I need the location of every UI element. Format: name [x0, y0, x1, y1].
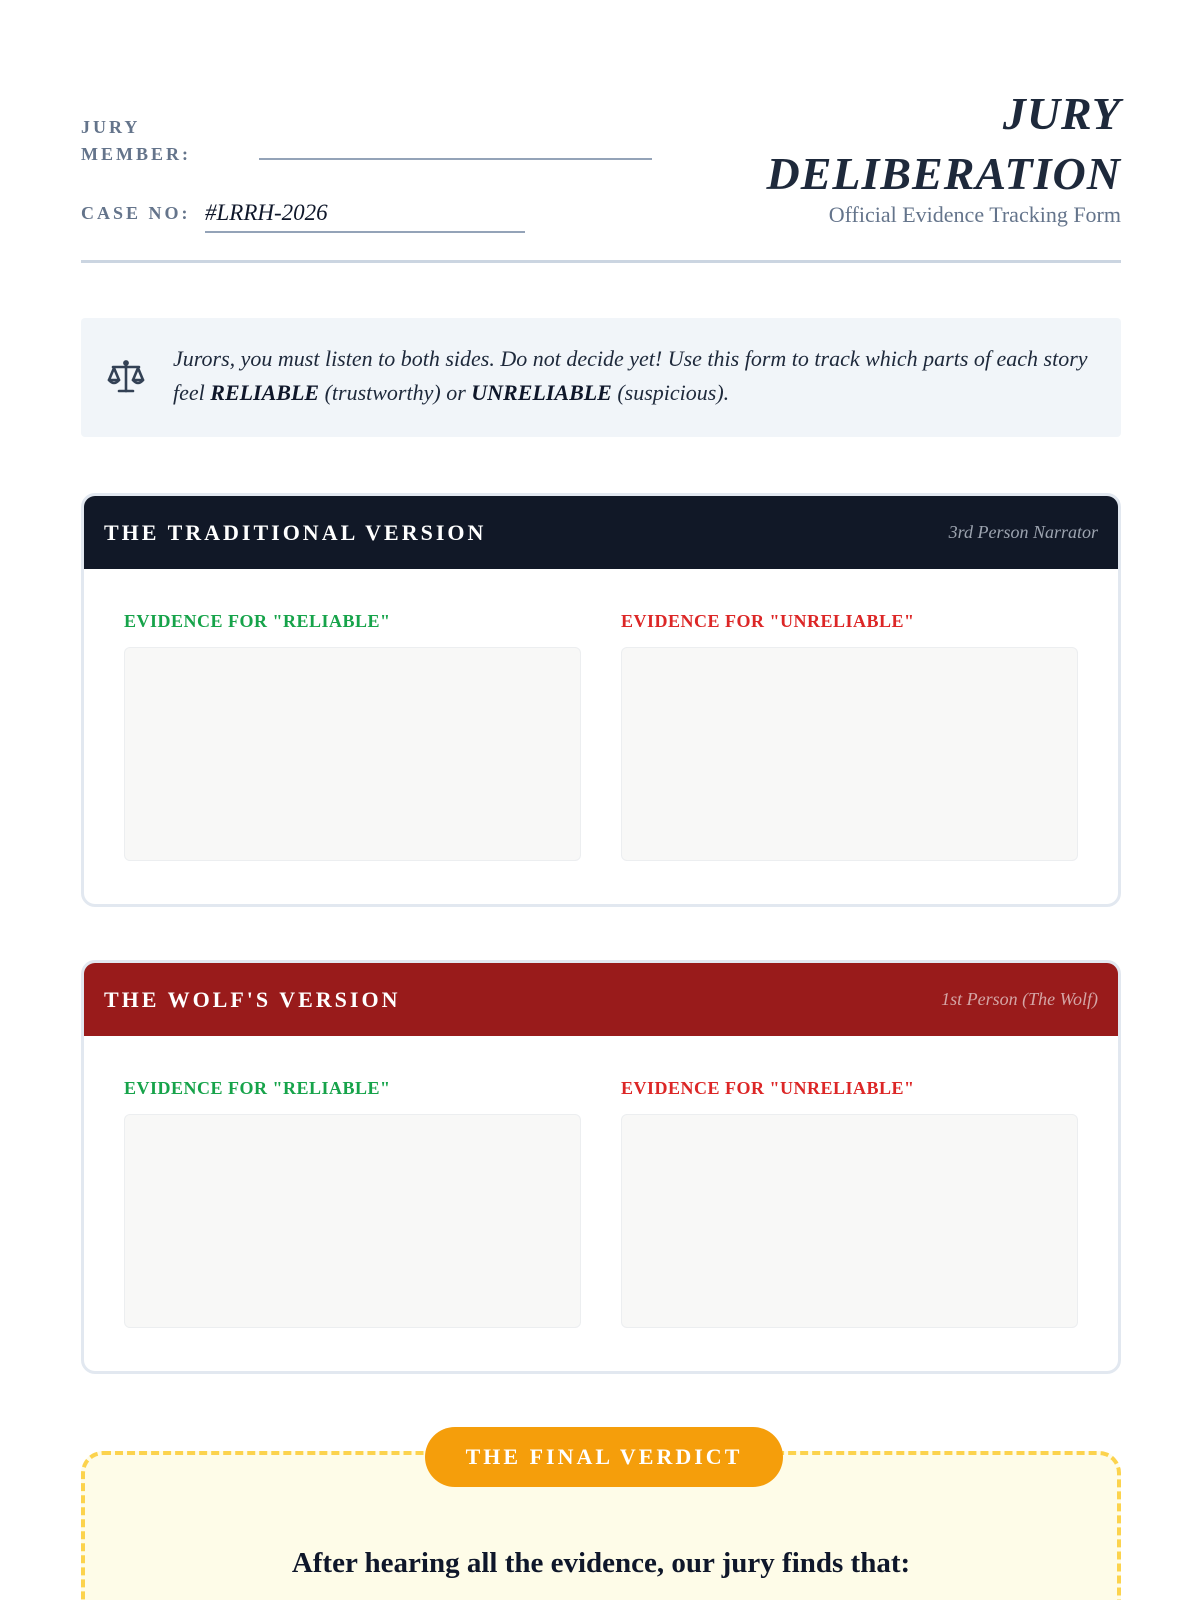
instructions-text — [173, 342, 1093, 410]
traditional-version-narrator: 3rd Person Narrator — [948, 522, 1098, 542]
instructions-text-part: Jurors, you must listen to both sides. Do not decide yet! Use this form to track which parts of each story feel — [173, 346, 1088, 405]
unreliable-evidence-label: EVIDENCE FOR "UNRELIABLE" — [621, 611, 915, 631]
wolf-reliable-evidence-box[interactable] — [124, 1114, 581, 1328]
traditional-reliable-evidence-box[interactable] — [124, 647, 581, 861]
page-title — [766, 84, 1121, 204]
wolf-version-body — [84, 1036, 1118, 1371]
wolf-version-header — [84, 963, 1118, 1036]
traditional-unreliable-evidence-box[interactable] — [621, 647, 1078, 861]
unreliable-evidence-label: EVIDENCE FOR "UNRELIABLE" — [621, 1078, 915, 1098]
final-verdict-section — [81, 1444, 1121, 1600]
wolf-version-title: THE WOLF'S VERSION — [104, 986, 401, 1012]
jury-member-label: JURY MEMBER: — [81, 117, 191, 164]
traditional-version-card — [81, 493, 1121, 907]
title-line-2: DELIBERATION — [766, 148, 1121, 199]
traditional-version-header — [84, 496, 1118, 569]
case-number-label: CASE NO: — [81, 203, 191, 223]
wolf-version-card — [81, 960, 1121, 1374]
header-divider — [81, 260, 1121, 263]
unreliable-keyword: UNRELIABLE — [471, 380, 612, 405]
title-line-1: JURY — [1002, 88, 1121, 139]
reliable-evidence-label: EVIDENCE FOR "RELIABLE" — [124, 611, 391, 631]
reliable-keyword: RELIABLE — [210, 380, 320, 405]
final-verdict-badge: THE FINAL VERDICT — [425, 1427, 783, 1487]
case-number-input-line — [205, 231, 525, 233]
verdict-prompt: After hearing all the evidence, our jury finds that: — [291, 1547, 911, 1579]
case-number-value[interactable]: #LRRH-2026 — [205, 200, 328, 225]
instructions-text-part: (suspicious). — [611, 380, 730, 405]
reliable-evidence-label: EVIDENCE FOR "RELIABLE" — [124, 1078, 391, 1098]
instructions-panel — [81, 318, 1121, 437]
traditional-version-body — [84, 569, 1118, 904]
form-header — [81, 84, 1121, 264]
wolf-version-narrator: 1st Person (The Wolf) — [941, 989, 1098, 1009]
traditional-version-title: THE TRADITIONAL VERSION — [104, 519, 487, 545]
jury-member-input-line[interactable] — [259, 158, 652, 160]
instructions-text-part: (trustworthy) or — [319, 380, 472, 405]
page-subtitle: Official Evidence Tracking Form — [828, 202, 1121, 227]
wolf-unreliable-evidence-box[interactable] — [621, 1114, 1078, 1328]
scale-icon — [107, 358, 145, 396]
